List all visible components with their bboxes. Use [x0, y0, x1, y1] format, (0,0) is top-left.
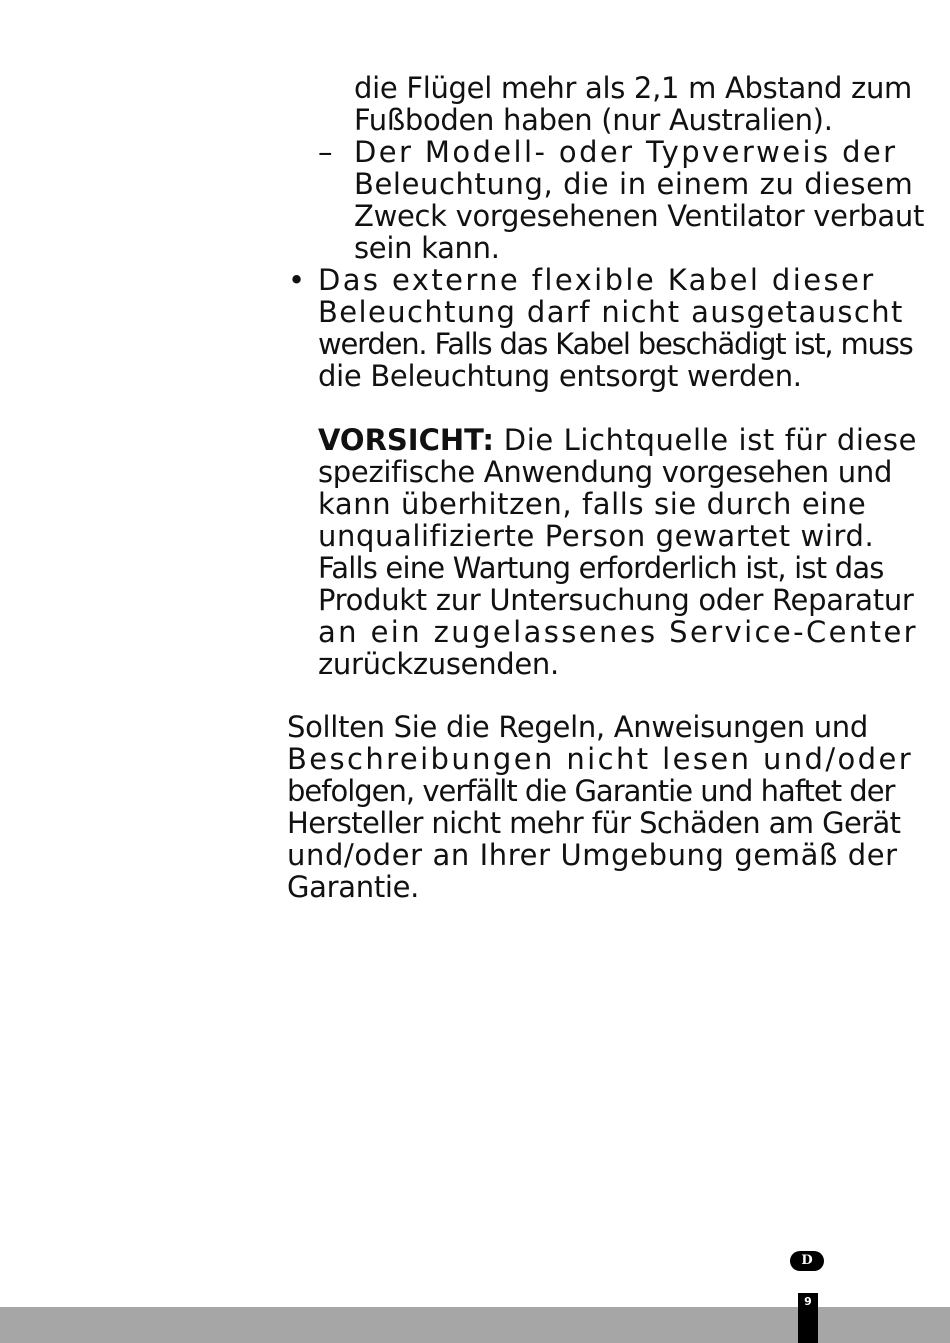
text-line: werden. Falls das Kabel beschädigt ist, muss: [318, 327, 913, 361]
text-line: sein kann.: [354, 231, 500, 265]
caution-label: VORSICHT:: [318, 423, 494, 457]
text-line: Beleuchtung, die in einem zu diesem: [354, 167, 914, 201]
language-badge: D: [790, 1251, 824, 1271]
text-line: die Beleuchtung entsorgt werden.: [318, 359, 802, 393]
text-line: spezifische Anwendung vorgesehen und: [318, 455, 893, 489]
text-line: an ein zugelassenes Service-Center: [318, 615, 919, 649]
caution-first-line: [318, 423, 918, 457]
caution-text: Die Lichtquelle ist für diese: [503, 423, 918, 457]
text-line: befolgen, verfällt die Garantie und haftet der: [287, 774, 895, 808]
text-line: Zweck vorgesehenen Ventilator verbaut: [354, 199, 925, 233]
text-line: Produkt zur Untersuchung oder Reparatur: [318, 583, 914, 617]
text-line: Sollten Sie die Regeln, Anweisungen und: [287, 710, 868, 744]
text-line: die Flügel mehr als 2,1 m Abstand zum: [354, 71, 912, 105]
text-line: Beleuchtung darf nicht ausgetauscht: [318, 295, 904, 329]
text-line: unqualifizierte Person gewartet wird.: [318, 519, 875, 553]
text-line: Fußboden haben (nur Australien).: [354, 103, 833, 137]
bullet-marker: •: [288, 263, 306, 297]
page-number: 9: [804, 1295, 812, 1308]
text-line: Garantie.: [287, 870, 420, 904]
page-number-tab: [798, 1293, 818, 1343]
text-line: Das externe flexible Kabel dieser: [318, 263, 876, 297]
text-line: Der Modell- oder Typverweis der: [354, 135, 898, 169]
text-line: und/oder an Ihrer Umgebung gemäß der: [287, 838, 898, 872]
text-line: kann überhitzen, falls sie durch eine: [318, 487, 867, 521]
text-line: Beschreibungen nicht lesen und/oder: [287, 742, 914, 776]
text-line: Hersteller nicht mehr für Schäden am Gerät: [287, 806, 901, 840]
dash-marker: –: [318, 135, 333, 169]
text-line: Falls eine Wartung erforderlich ist, ist das: [318, 551, 884, 585]
text-line: zurückzusenden.: [318, 647, 559, 681]
